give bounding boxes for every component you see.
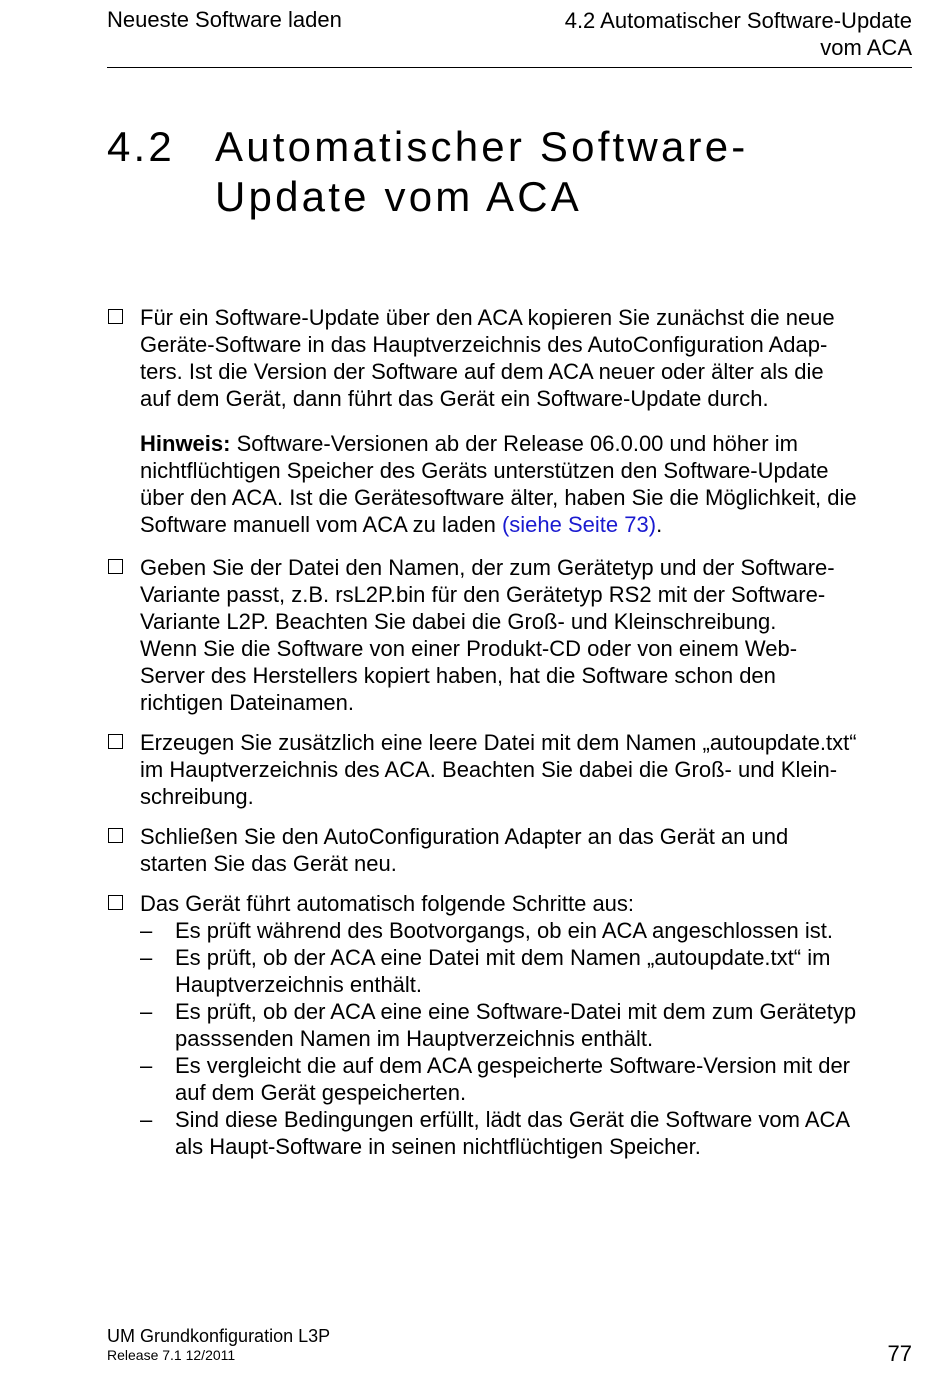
substep-line: passsenden Namen im Hauptverzeichnis enthält. [175, 1026, 654, 1051]
dash-bullet: – [140, 1053, 153, 1078]
step-line: starten Sie das Gerät neu. [140, 851, 397, 876]
running-header-right-line2: vom ACA [820, 35, 912, 60]
step-line: Variante L2P. Beachten Sie dabei die Groß- und Kleinschreibung. [140, 609, 777, 634]
step-line: Variante passt, z.B. rsL2P.bin für den Gerätetyp RS2 mit der Software- [140, 582, 826, 607]
step-line: schreibung. [140, 784, 254, 809]
step-line: Das Gerät führt automatisch folgende Schritte aus: [140, 891, 635, 916]
note-text: Software-Versionen ab der Release 06.0.00 und höher im [230, 431, 798, 456]
step-item [107, 823, 912, 877]
dash-bullet: – [140, 918, 153, 943]
step-line: Erzeugen Sie zusätzlich eine leere Datei mit dem Namen „autoupdate.txt“ [140, 730, 857, 755]
step-line: auf dem Gerät, dann führt das Gerät ein Software-Update durch. [140, 386, 769, 411]
note-line: nichtflüchtigen Speicher des Geräts unterstützen den Software-Update [140, 458, 829, 483]
step-line: Für ein Software-Update über den ACA kopieren Sie zunächst die neue [140, 305, 835, 330]
step-item [107, 554, 912, 716]
substep-item [107, 1052, 912, 1106]
page-reference-link[interactable]: (siehe Seite 73) [501, 512, 657, 537]
page-number: 77 [887, 1341, 912, 1366]
note-block [107, 430, 912, 538]
section-number: 4.2 [107, 123, 175, 170]
substep-item [107, 917, 912, 944]
checkbox-icon [108, 828, 123, 843]
step-line: ters. Ist die Version der Software auf dem ACA neuer oder älter als die [140, 359, 824, 384]
running-header-right [492, 7, 912, 61]
step-line: Geben Sie der Datei den Namen, der zum Gerätetyp und der Software- [140, 555, 835, 580]
substep-line: Es prüft während des Bootvorgangs, ob ein ACA angeschlossen ist. [175, 918, 833, 943]
running-header-right-line1: 4.2 Automatischer Software-Update [564, 8, 912, 33]
checkbox-icon [108, 895, 123, 910]
step-line: Geräte-Software in das Hauptverzeichnis des AutoConfiguration Adap- [140, 332, 828, 357]
step-item [107, 729, 912, 810]
substep-line: Es prüft, ob der ACA eine Datei mit dem Namen „autoupdate.txt“ im [175, 945, 831, 970]
step-item [107, 890, 912, 917]
step-line: richtigen Dateinamen. [140, 690, 355, 715]
note-line [140, 430, 912, 457]
checkbox-icon [108, 734, 123, 749]
substep-line: als Haupt-Software in seinen nichtflüchtigen Speicher. [175, 1134, 701, 1159]
note-label: Hinweis: [140, 431, 231, 456]
section-title-line2: Update vom ACA [215, 173, 582, 220]
section-title-text [215, 122, 905, 222]
dash-bullet: – [140, 1107, 153, 1132]
section-title-line1: Automatischer Software- [215, 123, 749, 170]
step-line: Schließen Sie den AutoConfiguration Adapter an das Gerät an und [140, 824, 789, 849]
footer-document-title: UM Grundkonfiguration L3P [107, 1326, 331, 1346]
note-line [140, 511, 912, 538]
substep-line: Es prüft, ob der ACA eine eine Software-Datei mit dem zum Gerätetyp [175, 999, 857, 1024]
step-line: im Hauptverzeichnis des ACA. Beachten Sie dabei die Groß- und Klein- [140, 757, 838, 782]
substep-line: Es vergleicht die auf dem ACA gespeicherte Software-Version mit der [175, 1053, 851, 1078]
substep-item [107, 1106, 912, 1160]
body-content [107, 304, 912, 1160]
substep-item [107, 998, 912, 1052]
substep-line: Sind diese Bedingungen erfüllt, lädt das Gerät die Software vom ACA [175, 1107, 851, 1132]
note-text: Software manuell vom ACA zu laden [140, 512, 502, 537]
step-line: Wenn Sie die Software von einer Produkt-CD oder von einem Web- [140, 636, 798, 661]
running-header-left: Neueste Software laden [107, 7, 342, 32]
substep-line: Hauptverzeichnis enthält. [175, 972, 423, 997]
step-item [107, 304, 912, 412]
header-divider [107, 67, 912, 68]
step-line: Server des Herstellers kopiert haben, hat die Software schon den [140, 663, 776, 688]
substep-item [107, 944, 912, 998]
checkbox-icon [108, 309, 123, 324]
footer-release: Release 7.1 12/2011 [107, 1347, 236, 1363]
note-text: . [656, 512, 663, 537]
checkbox-icon [108, 559, 123, 574]
note-line: über den ACA. Ist die Gerätesoftware älter, haben Sie die Möglichkeit, die [140, 485, 857, 510]
substep-line: auf dem Gerät gespeicherten. [175, 1080, 467, 1105]
dash-bullet: – [140, 945, 153, 970]
dash-bullet: – [140, 999, 153, 1024]
